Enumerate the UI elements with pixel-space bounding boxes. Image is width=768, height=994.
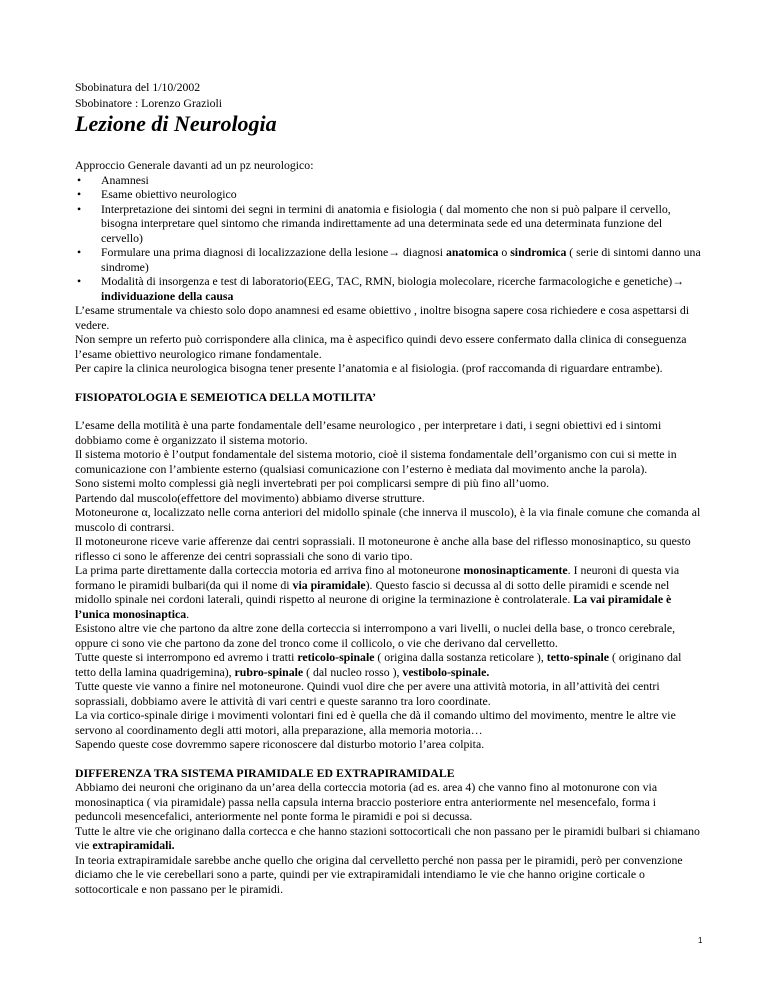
intro-paragraph: Per capire la clinica neurologica bisogna tener presente l’anatomia e al fisiologia. (prof raccomanda di riguardare entrambe).: [75, 361, 663, 375]
paragraph: Tutte queste si interrompono ed avremo i tratti reticolo-spinale ( origina dalla sostanza reticolare ), tetto-spinale ( originano dal tetto della lamina quadrigemina), rubro-spinale ( dal nucleo rosso ), vestibolo-spinale.: [75, 650, 682, 679]
document-body: [75, 158, 705, 896]
paragraph: Sono sistemi molto complessi già negli invertebrati per poi complicarsi sempre di più fino all’uomo.: [75, 476, 550, 490]
document-meta: [75, 80, 222, 112]
paragraph: Esistono altre vie che partono da altre zone della corteccia si interrompono a vari livelli, o nuclei della base, o tronco cerebrale, oppure ci sono vie che partono da zone del tronco come il collicolo, o vie che derivano dal cervelletto.: [75, 621, 676, 650]
paragraph: La via cortico-spinale dirige i movimenti volontari fini ed è quella che dà il comando ultimo del movimento, mentre le altre vie servono al coordinamento degli atti motori, alla preparazione, alla memoria motoria…: [75, 708, 676, 737]
author-line: Sbobinatore : Lorenzo Grazioli: [75, 96, 223, 110]
intro-paragraph: Non sempre un referto può corrispondere alla clinica, ma è aspecifico quindi devo essere confermato dalla clinica di conseguenza l’esame obiettivo neurologico rimane fondamentale.: [75, 332, 687, 361]
paragraph: Abbiamo dei neuroni che originano da un’area della corteccia motoria (ad es. area 4) che vanno fino al motonurone con via monosinaptica ( via piramidale) passa nella capsula interna braccio posteriore entra anteriormente nel mesencefalo, forma i peduncoli mesencefalici, anteriormente nel ponte forma le piramidi e poi si decussa.: [75, 780, 658, 823]
list-item: • Formulare una prima diagnosi di localizzazione della lesione→ diagnosi anatomica o sindromica ( serie di sintomi danno una sindrome): [77, 245, 701, 274]
bullet-icon: •: [77, 187, 82, 201]
paragraph: La prima parte direttamente dalla corteccia motoria ed arriva fino al motoneurone monosinapticamente. I neuroni di questa via formano le piramidi bulbari(da qui il nome di via piramidale). Questo fascio si decussa al di sotto delle piramidi e scende nel midollo spinale nei cordoni laterali, quindi rispetto al neurone di origine la terminazione è controlaterale. La vai piramidale è l’unica monosinaptica.: [75, 563, 680, 621]
list-item: • Esame obiettivo neurologico: [77, 187, 237, 201]
paragraph: Sapendo queste cose dovremmo sapere riconoscere dal disturbo motorio l’area colpita.: [75, 737, 485, 751]
intro-bullet-list: [75, 173, 705, 304]
paragraph: Il sistema motorio è l’output fondamentale del sistema motorio, cioè il sistema fondamentale dell’organismo con cui si mette in comunicazione con l’ambiente esterno (qualsiasi comunicazione con l’esterno è mediata dal movimento anche la parola).: [75, 447, 677, 476]
bullet-icon: •: [77, 201, 82, 216]
paragraph: L’esame della motilità è una parte fondamentale dell’esame neurologico , per interpretare i dati, i segni obiettivi ed i sintomi dobbiamo come è organizzato il sistema motorio.: [75, 418, 662, 447]
bullet-icon: •: [77, 172, 82, 187]
section-heading: DIFFERENZA TRA SISTEMA PIRAMIDALE ED EXTRAPIRAMIDALE: [75, 765, 455, 780]
paragraph: Tutte queste vie vanno a finire nel motoneurone. Quindi vuol dire che per avere una attività motoria, in all’attività dei centri soprassiali, dobbiamo avere le attività di vari centri e queste saranno tra loro coordinate.: [75, 679, 660, 708]
paragraph: Partendo dal muscolo(effettore del movimento) abbiamo diverse strutture.: [75, 490, 425, 505]
bullet-icon: •: [77, 245, 82, 259]
section-heading: FISIOPATOLOGIA E SEMEIOTICA DELLA MOTILITA’: [75, 389, 377, 404]
paragraph: Motoneurone α, localizzato nelle corna anteriori del midollo spinale (che innerva il muscolo), è la via finale comune che comanda al muscolo di contrarsi.: [75, 505, 701, 534]
paragraph: Il motoneurone riceve varie afferenze dai centri soprassiali. Il motoneurone è anche alla base del riflesso monosinaptico, su questo riflesso ci sono le afferenze dei centri soprassiali che sono di vario tipo.: [75, 534, 691, 563]
paragraph: In teoria extrapiramidale sarebbe anche quello che origina dal cervelletto perché non passa per le piramidi, però per convenzione diciamo che le vie cerebellari sono a parte, quindi per vie extrapiramidali intendiamo le vie che hanno origine corticale o sottocorticale e non passano per le piramidi.: [75, 852, 683, 896]
intro-lead: Approccio Generale davanti ad un pz neurologico:: [75, 158, 314, 172]
intro-paragraph: L’esame strumentale va chiesto solo dopo anamnesi ed esame obiettivo , inoltre bisogna sapere cosa richiedere e cosa aspettarsi di vedere.: [75, 303, 690, 332]
paragraph: Tutte le altre vie che originano dalla cortecca e che hanno stazioni sottocorticali che non passano per le piramidi bulbari si chiamano vie extrapiramidali.: [75, 823, 700, 852]
list-item: • Anamnesi: [77, 172, 149, 187]
document-title: Lezione di Neurologia: [75, 111, 277, 136]
page-number: 1: [698, 936, 703, 945]
bullet-icon: •: [77, 274, 82, 288]
list-item: • Modalità di insorgenza e test di laboratorio(EEG, TAC, RMN, biologia molecolare, ricerche farmacologiche e genetiche)→ individuazione della causa: [77, 274, 685, 303]
list-item: • Interpretazione dei sintomi dei segni in termini di anatomia e fisiologia ( dal momento che non si può palpare il cervello, bisogna interpretare quel sintomo che rimanda indirettamente ad una determinata sede ed una determinata funzione del cervello): [77, 201, 671, 245]
date-line: Sbobinatura del 1/10/2002: [75, 80, 201, 94]
